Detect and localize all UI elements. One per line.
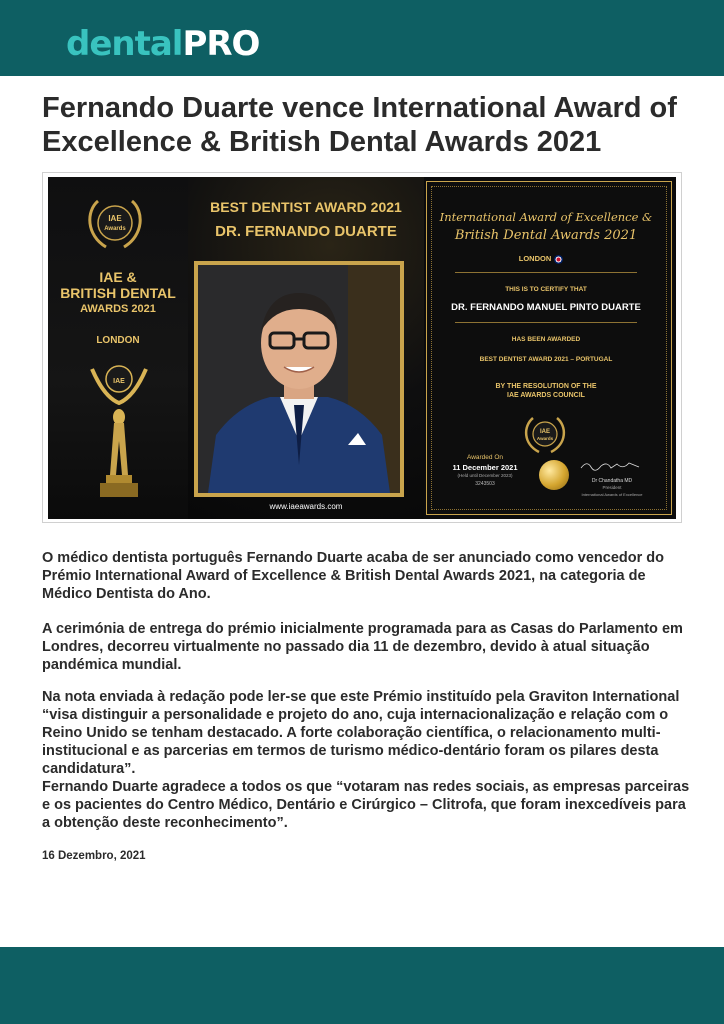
svg-text:IAE: IAE — [539, 429, 551, 435]
signer-organization: International Awards of Excellence — [581, 492, 643, 497]
svg-text:Awards: Awards — [536, 436, 554, 441]
certificate-title-line-1: International Award of Excellence & — [439, 210, 653, 224]
iae-awards-logo — [76, 193, 154, 255]
portrait-illustration — [198, 265, 400, 493]
awarded-text: HAS BEEN AWARDED — [511, 336, 581, 343]
svg-text:Awards: Awards — [104, 226, 126, 232]
award-banner — [48, 177, 676, 519]
resolution-line-1: BY THE RESOLUTION OF THE — [495, 383, 597, 390]
gold-seal-icon — [539, 460, 569, 490]
article-paragraph: Na nota enviada à redação pode ler-se que este Prémio instituído pela Graviton International “visa distinguir a personalidade e projeto do ano, cuja internacionalização e relação com o Reino Unido se tenham destacado. A forte colaboração científica, o relacionamento multi-institucional e as parcerias em termos de turismo médico-dentário foram os pilares desta candidatura”. — [42, 689, 680, 777]
awarded-on-label: Awarded On — [466, 454, 503, 461]
article-paragraph: O médico dentista português Fernando Duarte acaba de ser anunciado como vencedor do Prémio International Award of Excellence & British Dental Awards 2021, na categoria de Médico Dentista do Ano. — [42, 550, 665, 602]
certificate-recipient: DR. FERNANDO MANUEL PINTO DUARTE — [451, 302, 641, 313]
award-heading: BEST DENTIST AWARD 2021 — [210, 199, 402, 215]
certificate-divider — [455, 322, 637, 323]
certificate-city-text: LONDON — [518, 254, 552, 263]
article-paragraph: Fernando Duarte agradece a todos os que “votaram nas redes sociais, as empresas parceiras e os pacientes do Centro Médico, Dentário e Cirúrgico – Clitrofa, que foram inexcedíveis para a obtenção deste reconhecimento”. — [42, 779, 690, 831]
certificate-city — [427, 254, 655, 264]
article-date: 16 Dezembro, 2021 — [42, 850, 146, 862]
awards-url: www.iaeawards.com — [269, 502, 343, 511]
left-title-line-3: AWARDS 2021 — [80, 303, 156, 315]
iae-seal-icon — [519, 414, 571, 456]
award-image — [42, 172, 682, 523]
dentalpro-logo[interactable] — [66, 24, 259, 64]
resolution-line-2: IAE AWARDS COUNCIL — [507, 392, 585, 399]
logo-pro-text: PRO — [182, 24, 260, 64]
award-certificate — [426, 181, 672, 515]
svg-text:IAE: IAE — [108, 214, 122, 223]
certify-text: THIS IS TO CERTIFY THAT — [505, 286, 587, 293]
article-title: Fernando Duarte vence International Award of Excellence & British Dental Awards 2021 — [42, 92, 677, 158]
trophy-icon — [84, 357, 154, 507]
award-category: BEST DENTIST AWARD 2021 – PORTUGAL — [479, 356, 613, 363]
center-panel — [188, 177, 424, 519]
uk-flag-icon — [554, 255, 563, 264]
footer-bar — [0, 947, 724, 1024]
signer-name: Dr Chandatha MD — [591, 478, 633, 484]
signer-role: President — [602, 485, 622, 490]
award-validity: (Held until December 2023) — [457, 473, 513, 478]
certificate-title-line-2: British Dental Awards 2021 — [454, 228, 638, 243]
award-date: 11 December 2021 — [452, 463, 518, 472]
logo-dental-text: dental — [66, 24, 183, 64]
signature-icon — [577, 458, 647, 472]
resolution-text — [427, 382, 665, 400]
left-title-line-2: BRITISH DENTAL — [60, 285, 176, 301]
left-title-line-1: IAE & — [99, 269, 137, 285]
header-bar — [0, 0, 724, 76]
left-panel-title — [48, 269, 188, 317]
certificate-divider — [455, 272, 637, 273]
article-paragraph: A cerimónia de entrega do prémio inicialmente programada para as Casas do Parlamento em Londres, decorreu virtualmente no passado dia 11 de dezembro, devido à atual situação pandémica mundial. — [42, 621, 683, 673]
left-panel — [48, 177, 188, 519]
winner-name: DR. FERNANDO DUARTE — [215, 223, 397, 240]
svg-text:IAE: IAE — [113, 378, 125, 385]
certificate-number: 3243503 — [475, 481, 495, 487]
left-city: LONDON — [96, 335, 140, 346]
winner-photo — [194, 261, 404, 497]
